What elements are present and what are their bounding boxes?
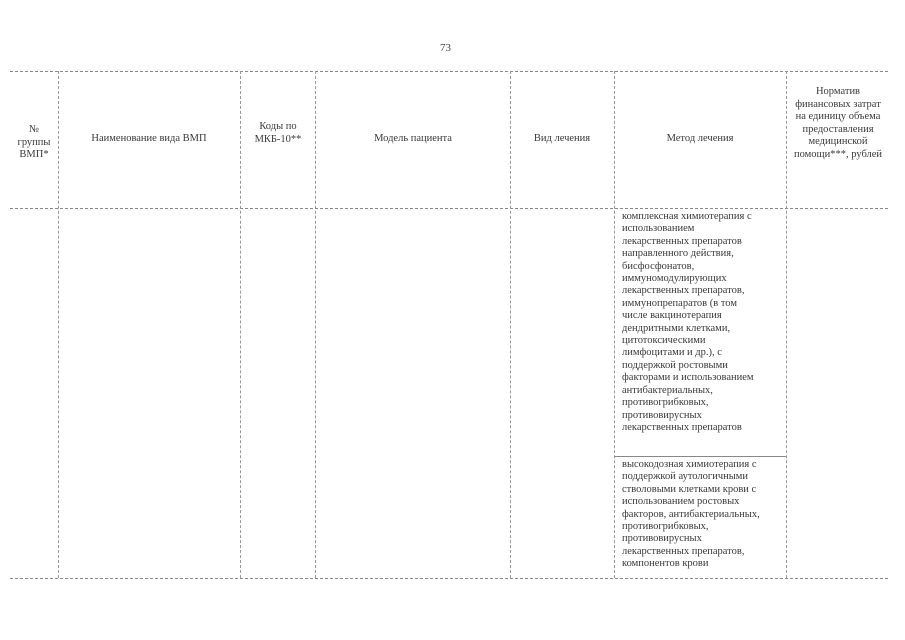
method-1-line: лимфоцитами и др.), с [622, 347, 722, 359]
method-1-line: дендритными клетками, [622, 322, 731, 334]
treatment-method-2 [622, 459, 784, 571]
header-financial-norm: Норматив финансовых затрат на единицу объема предоставления медицинской помощи***, рублей [793, 86, 883, 160]
header-bottom-rule [10, 208, 888, 209]
method-1-line: противовирусных [622, 409, 702, 421]
method-1-line: направленного действия, [622, 248, 734, 260]
method-1-line: поддержкой ростовыми [622, 359, 728, 371]
column-divider-2 [240, 71, 241, 578]
table-top-rule [10, 71, 888, 72]
header-vmp-name: Наименование вида ВМП [91, 133, 207, 144]
page-number: 73 [440, 42, 451, 54]
column-divider-5 [614, 71, 615, 578]
method-2-line: лекарственных препаратов, [622, 545, 745, 557]
method-1-line: факторами и использованием [622, 372, 754, 384]
method-1-line: иммунопрепаратов (в том [622, 297, 737, 309]
method-2-line: противогрибковых, [622, 521, 709, 533]
method-2-line: компонентов крови [622, 558, 709, 570]
method-1-line: иммуномодулирующих [622, 273, 727, 285]
method-1-line: бисфосфонатов, [622, 260, 695, 272]
treatment-method-1 [622, 211, 784, 434]
column-divider-6 [786, 71, 787, 578]
method-separator [614, 456, 786, 457]
column-divider-4 [510, 71, 511, 578]
method-2-line: стволовыми клетками крови с [622, 483, 757, 495]
method-1-line: лекарственных препаратов, [622, 285, 745, 297]
header-treatment-type: Вид лечения [533, 133, 591, 144]
method-2-line: высокодозная химиотерапия с [622, 459, 757, 470]
method-2-line: факторов, антибактериальных, [622, 508, 760, 520]
header-group-no: № группы ВМП* [17, 124, 51, 160]
method-1-line: лекарственных препаратов [622, 235, 742, 247]
method-1-line: лекарственных препаратов [622, 421, 742, 433]
header-treatment-method: Метод лечения [666, 133, 734, 144]
method-1-line: числе вакцинотерапия [622, 310, 722, 322]
header-patient-model: Модель пациента [374, 133, 452, 144]
column-divider-1 [58, 71, 59, 578]
method-1-line: противогрибковых, [622, 397, 709, 409]
method-1-line: антибактериальных, [622, 384, 713, 396]
column-divider-3 [315, 71, 316, 578]
method-1-line: цитотоксическими [622, 335, 706, 347]
header-icd-codes: Коды по МКБ-10** [254, 121, 302, 145]
method-1-line: комплексная химиотерапия с [622, 211, 752, 222]
method-2-line: поддержкой аутологичными [622, 471, 749, 483]
method-2-line: использованием ростовых [622, 496, 740, 508]
table-bottom-rule [10, 578, 888, 579]
method-1-line: использованием [622, 223, 695, 235]
method-2-line: противовирусных [622, 533, 702, 545]
